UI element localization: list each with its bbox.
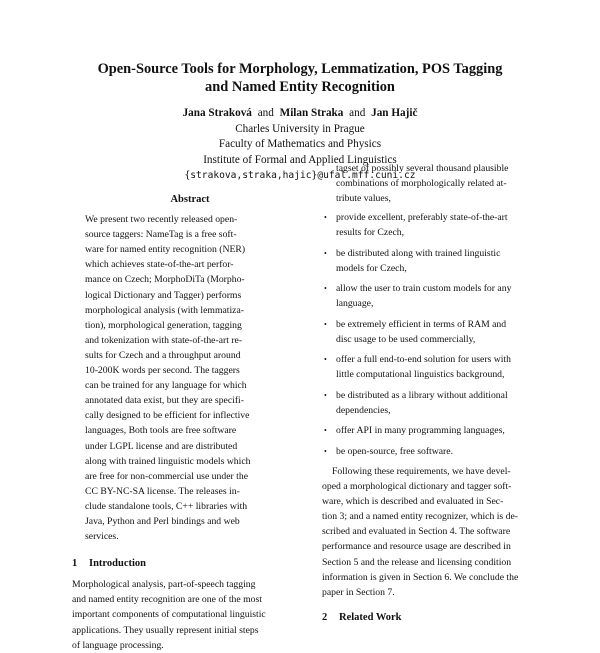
list-item bbox=[322, 281, 558, 311]
bullet-icon: • bbox=[324, 355, 327, 365]
introduction-paragraph: Morphological analysis, part-of-speech tagging and named entity recognition are one of the most important components of computational linguistic applications. They usually represent initial steps of language processing. bbox=[72, 579, 266, 651]
affiliation-faculty: Faculty of Mathematics and Physics bbox=[218, 138, 382, 150]
section-2-number: 2 bbox=[322, 611, 328, 623]
affiliation-university: Charles University in Prague bbox=[235, 122, 365, 135]
list-item bbox=[322, 246, 558, 276]
bullet-icon: • bbox=[324, 213, 327, 223]
section-2-heading bbox=[322, 610, 558, 625]
abstract-body: We present two recently released open- source taggers: NameTag is a free soft- ware for named entity recognition (NER) which achieves state-of-the-art perfor- mance on Czech; MorphoDiTa (Morpho- logical Dictionary and Tagger) performs morphological analysis (with lemmatiza- tion), morphological generation, tagging and tokenization with state-of-the-art re- sults for Czech and a throughput around 10-200K words per second. The taggers can be trained for any language for which annotated data exist, but they are specifi- cally designed to be efficient for inflective languages, Both tools are free software under LGPL license and are distributed along with trained linguistic models which are free for non-commercial use under the CC BY-NC-SA license. The releases in- clude standalone tools, C++ libraries with Java, Python and Perl bindings and web services. bbox=[85, 214, 251, 543]
author-3: Jan Hajič bbox=[371, 107, 418, 119]
bullet-icon: • bbox=[324, 426, 327, 436]
section-1-number: 1 bbox=[72, 558, 78, 570]
bullet-icon: • bbox=[324, 248, 327, 258]
author-2: Milan Straka bbox=[279, 107, 344, 119]
list-item bbox=[322, 423, 558, 438]
list-item-text: be extremely efficient in terms of RAM and disc usage to be used commercially, bbox=[336, 318, 507, 345]
author-separator-1: and bbox=[257, 107, 274, 119]
list-item bbox=[322, 388, 558, 418]
title-line-2: and Named Entity Recognition bbox=[205, 79, 395, 95]
left-column bbox=[72, 192, 308, 653]
list-item-text: be distributed as a library without additional dependencies, bbox=[336, 389, 508, 416]
section-1-title: Introduction bbox=[89, 558, 146, 570]
requirements-continuation: tagset of possibly several thousand plausible combinations of morphologically related at- tribute values, bbox=[336, 163, 509, 205]
affiliation-institute: Institute of Formal and Applied Linguistics bbox=[203, 153, 397, 166]
title-line-1: Open-Source Tools for Morphology, Lemmatization, POS Tagging bbox=[97, 61, 503, 77]
list-item-text: be distributed along with trained linguistic models for Czech, bbox=[336, 247, 501, 274]
list-item-text: offer API in many programming languages, bbox=[336, 425, 505, 437]
list-item-text: offer a full end-to-end solution for users with little computational linguistics background, bbox=[336, 354, 511, 381]
author-1: Jana Straková bbox=[182, 107, 252, 119]
requirements-summary-paragraph: Following these requirements, we have devel- oped a morphological dictionary and tagger soft- ware, which is described and evaluated in Sec- tion 3; and a named entity recognizer, which is de- scribed and evaluated in Section 4. The software performance and resource usage are described in Section 5 and the release and licensing condition information is given in Section 6. We conclude the paper in Section 7. bbox=[322, 465, 519, 598]
bullet-icon: • bbox=[324, 446, 327, 456]
bullet-icon: • bbox=[324, 284, 327, 294]
author-emails: {strakova,straka,hajic}@ufal.mff.cuni.cz bbox=[184, 170, 416, 181]
bullet-icon: • bbox=[324, 319, 327, 329]
paper-title bbox=[60, 60, 540, 96]
list-item bbox=[322, 352, 558, 382]
requirements-list bbox=[322, 210, 558, 458]
author-separator-2: and bbox=[349, 107, 366, 119]
bullet-icon: • bbox=[324, 390, 327, 400]
section-2-title: Related Work bbox=[339, 611, 402, 623]
section-1-heading bbox=[72, 556, 308, 571]
abstract-heading: Abstract bbox=[170, 194, 210, 205]
list-item-text: provide excellent, preferably state-of-the-art results for Czech, bbox=[336, 212, 508, 239]
list-item bbox=[322, 317, 558, 347]
list-item bbox=[322, 210, 558, 240]
list-item-text: be open-source, free software. bbox=[336, 445, 453, 457]
author-names bbox=[60, 106, 540, 122]
right-column bbox=[322, 161, 558, 631]
list-item bbox=[322, 444, 558, 459]
list-item-text: allow the user to train custom models for any language, bbox=[336, 283, 512, 310]
